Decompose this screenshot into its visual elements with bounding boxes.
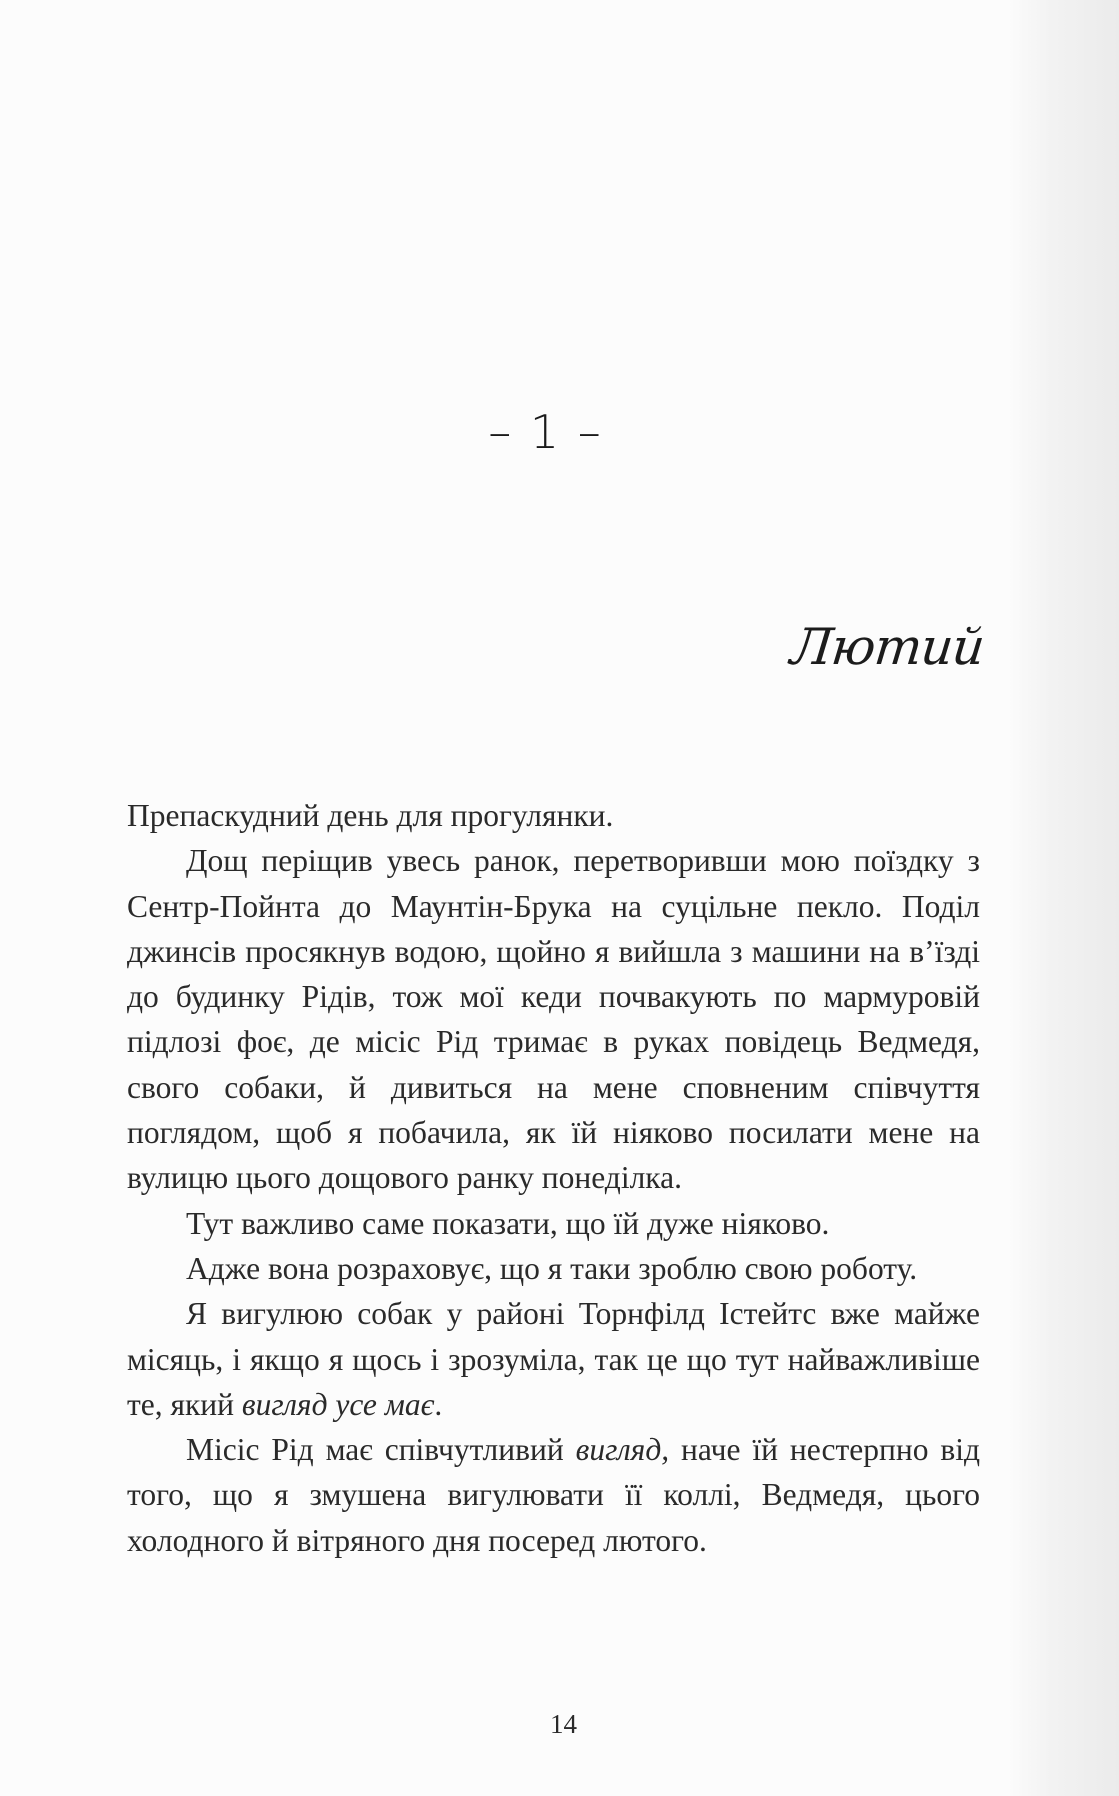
paragraph: Дощ періщив увесь ранок, перетворивши мою поїздку з Сентр-Пойнта до Маунтін-Брука на суцільне пекло. Поділ джинсів просякнув водою, щойно я вийшла з машини на в’їзді до будинку Рідів, тож мої кеди почвакують по мармуровій підлозі фоє, де місіс Рід тримає в руках повідець Ведмедя, свого собаки, й дивиться на мене сповненим співчуття поглядом, щоб я побачила, як їй ніяково посилати мене на вулицю цього дощового ранку понеділка. xyxy=(127,843,980,1196)
paragraph: Препаскудний день для прогулянки. xyxy=(127,798,614,833)
paragraph xyxy=(127,1427,980,1563)
paragraph xyxy=(127,1291,980,1427)
page-gutter-shadow xyxy=(1007,0,1119,1796)
page-number: 14 xyxy=(550,1709,577,1739)
paragraph-text: . xyxy=(434,1386,443,1422)
italic-phrase: вигляд усе має xyxy=(241,1386,435,1422)
paragraph: Тут важливо саме показати, що їй дуже ніяково. xyxy=(186,1205,830,1241)
chapter-title-month: Лютий xyxy=(788,618,988,676)
paragraph-text: наче їй нестерпно від того, що я змушена вигулювати її коллі, Ведмедя, цього холодного й вітряного дня посеред лютого. xyxy=(127,1432,981,1558)
paragraph-text: Місіс Рід має співчутливий xyxy=(186,1432,576,1468)
paragraph: Адже вона розраховує, що я таки зроблю свою роботу. xyxy=(186,1250,918,1286)
italic-phrase: вигляд, xyxy=(575,1432,670,1468)
chapter-number: – 1 – xyxy=(488,405,603,459)
paragraph-text: Я вигулюю собак у районі Торнфілд Істейтс вже майже місяць, і якщо я щось і зрозуміла, так це що тут найважливіше те, який xyxy=(127,1296,980,1422)
body-text xyxy=(127,793,980,1563)
